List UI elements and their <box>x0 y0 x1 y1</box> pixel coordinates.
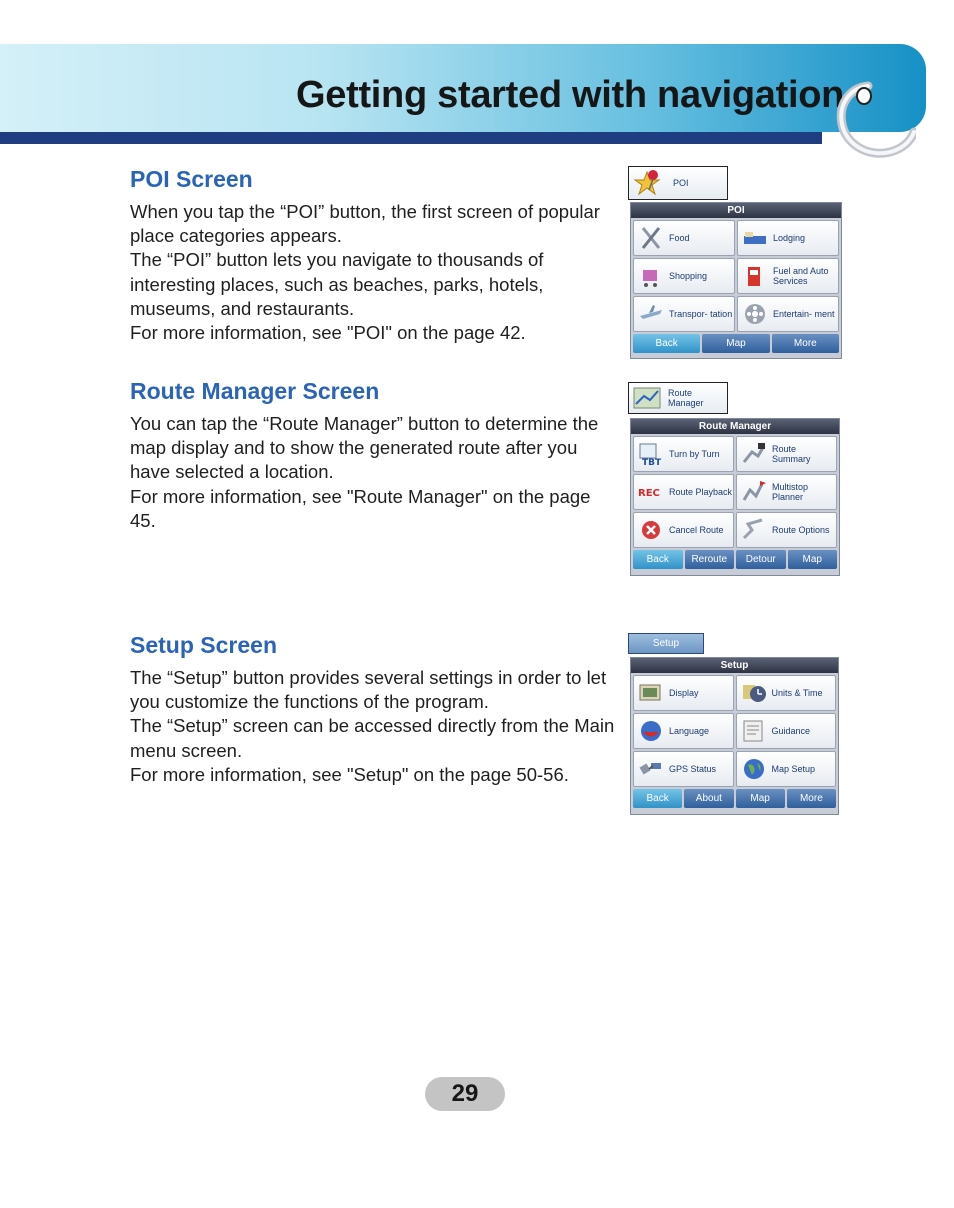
cancel-route-button[interactable] <box>633 512 734 548</box>
display-icon <box>637 679 665 707</box>
reroute-button[interactable]: Reroute <box>685 550 735 569</box>
poi-transportation-button[interactable] <box>633 296 735 332</box>
route-manager-screen <box>630 418 840 576</box>
globe-speech-icon <box>637 717 665 745</box>
route-options-icon <box>740 516 768 544</box>
turn-by-turn-button[interactable] <box>633 436 734 472</box>
screen-title: POI <box>631 203 841 218</box>
item-label: Cancel Route <box>669 525 724 535</box>
item-label: Map Setup <box>771 764 816 774</box>
rec-icon <box>637 478 665 506</box>
gps-status-button[interactable] <box>633 751 734 787</box>
back-button[interactable]: Back <box>633 789 682 808</box>
paragraph: You can tap the “Route Manager” button to determine the map display and to show the generated route after you have selected a location. <box>130 413 599 483</box>
paragraph: For more information, see "Route Manager" on the page 45. <box>130 485 591 531</box>
route-manager-button[interactable] <box>628 382 728 414</box>
item-label: Turn by Turn <box>669 449 720 459</box>
language-button[interactable] <box>633 713 734 749</box>
film-reel-icon <box>741 300 769 328</box>
poi-food-button[interactable] <box>633 220 735 256</box>
poi-heading: POI Screen <box>130 166 253 192</box>
route-playback-button[interactable] <box>633 474 734 510</box>
paragraph: For more information, see "POI" on the page 42. <box>130 322 526 344</box>
item-label: Guidance <box>771 726 811 736</box>
swirl-logo-icon <box>832 76 916 162</box>
route-summary-button[interactable] <box>736 436 837 472</box>
item-label: Route Summary <box>772 444 811 464</box>
display-button[interactable] <box>633 675 734 711</box>
cart-icon <box>637 262 665 290</box>
globe-icon <box>740 755 768 783</box>
item-label: Fuel and Auto Services <box>773 266 829 286</box>
item-label: Route Options <box>772 525 830 535</box>
paragraph: The “POI” button lets you navigate to thousands of interesting places, such as beaches, parks, hotels, museums, and restaurants. <box>130 249 544 319</box>
back-button[interactable]: Back <box>633 334 700 353</box>
paragraph: For more information, see "Setup" on the page 50-56. <box>130 763 569 785</box>
item-label: Food <box>669 233 690 243</box>
poi-entertainment-button[interactable] <box>737 296 839 332</box>
page-title: Getting started with navigation <box>296 74 845 116</box>
cancel-icon <box>637 516 665 544</box>
poi-shopping-button[interactable] <box>633 258 735 294</box>
poi-button[interactable] <box>628 166 728 200</box>
svg-text:TBT: TBT <box>642 458 662 468</box>
header-underline-bar <box>0 132 822 144</box>
setup-button-label: Setup <box>652 637 680 649</box>
poi-fuel-button[interactable] <box>737 258 839 294</box>
setup-description <box>130 666 618 787</box>
bed-icon <box>741 224 769 252</box>
item-label: Route Playback <box>669 487 733 497</box>
tbt-icon <box>637 440 665 468</box>
airplane-icon <box>637 300 665 328</box>
multistop-planner-button[interactable] <box>736 474 837 510</box>
item-label: Language <box>669 726 710 736</box>
setup-button[interactable] <box>628 633 704 654</box>
poi-description <box>130 200 618 345</box>
guidance-icon <box>740 717 768 745</box>
route-manager-button-label: Route Manager <box>668 388 704 408</box>
page-number: 29 <box>425 1077 505 1111</box>
route-options-button[interactable] <box>736 512 837 548</box>
setup-screen <box>630 657 839 815</box>
more-button[interactable]: More <box>772 334 839 353</box>
poi-screen <box>630 202 842 359</box>
item-label: Display <box>669 688 699 698</box>
screen-title: Setup <box>631 658 838 673</box>
route-summary-icon <box>740 440 768 468</box>
about-button[interactable]: About <box>684 789 733 808</box>
setup-heading: Setup Screen <box>130 632 277 658</box>
satellite-icon <box>637 755 665 783</box>
fuel-pump-icon <box>741 262 769 290</box>
more-button[interactable]: More <box>787 789 836 808</box>
paragraph: The “Setup” button provides several settings in order to let you customize the functions of the program. <box>130 667 607 713</box>
map-button[interactable]: Map <box>702 334 769 353</box>
item-label: Transpor- tation <box>669 309 733 319</box>
item-label: Units & Time <box>771 688 823 698</box>
detour-button[interactable]: Detour <box>736 550 786 569</box>
clock-icon <box>740 679 768 707</box>
units-time-button[interactable] <box>736 675 837 711</box>
utensils-icon <box>637 224 665 252</box>
multistop-flag-icon <box>740 478 768 506</box>
item-label: Lodging <box>773 233 806 243</box>
back-button[interactable]: Back <box>633 550 683 569</box>
item-label: Multistop Planner <box>772 482 809 502</box>
route-map-icon <box>632 386 662 410</box>
route-manager-heading: Route Manager Screen <box>130 378 380 404</box>
map-button[interactable]: Map <box>736 789 785 808</box>
screen-title: Route Manager <box>631 419 839 434</box>
guidance-button[interactable] <box>736 713 837 749</box>
paragraph: The “Setup” screen can be accessed directly from the Main menu screen. <box>130 715 615 761</box>
pushpin-icon <box>633 168 667 198</box>
svg-text:REC: REC <box>638 488 660 499</box>
item-label: GPS Status <box>669 764 717 774</box>
paragraph: When you tap the “POI” button, the first screen of popular place categories appears. <box>130 201 600 247</box>
item-label: Shopping <box>669 271 708 281</box>
route-manager-description <box>130 412 618 533</box>
map-button[interactable]: Map <box>788 550 838 569</box>
item-label: Entertain- ment <box>773 309 835 319</box>
poi-lodging-button[interactable] <box>737 220 839 256</box>
map-setup-button[interactable] <box>736 751 837 787</box>
poi-button-label: POI <box>673 178 689 188</box>
